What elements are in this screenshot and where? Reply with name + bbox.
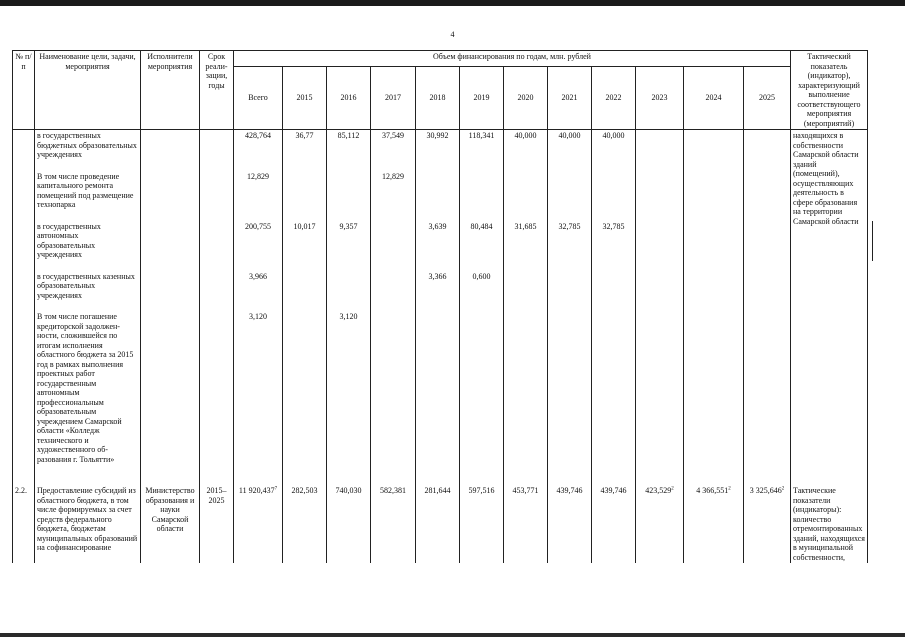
row-value	[592, 271, 636, 302]
row-value	[592, 171, 636, 211]
header-year: 2025	[744, 67, 791, 130]
row-value: 3,120	[234, 311, 283, 465]
header-name: Наименование цели, задачи, мероприятия	[35, 51, 141, 130]
row-name: Предоставление субсидий из областного бюджета, в том числе формируемых за счет средств федерального бюджета, бюджетам муниципальных образований на софинансирование	[35, 485, 141, 563]
row-value	[327, 171, 371, 211]
row-value: 31,685	[504, 221, 548, 261]
header-indicator: Тактический показатель (индикатор), характеризующий выполнение соответствующего мероприятия (мероприятий)	[791, 51, 868, 130]
row-value	[744, 271, 791, 302]
row-num	[13, 221, 35, 261]
row-name: в государственных казенных образовательных учреждениях	[35, 271, 141, 302]
row-value	[636, 221, 684, 261]
row-value	[504, 271, 548, 302]
row-value	[548, 311, 592, 465]
row-name: В том числе проведение капитального ремонта помещений под размещение технопарка	[35, 171, 141, 211]
row-value: 439,746	[592, 485, 636, 563]
row-value	[371, 271, 416, 302]
row-value: 32,785	[592, 221, 636, 261]
row-value	[684, 271, 744, 302]
row-value: 12,829	[371, 171, 416, 211]
header-term: Срок реали-зации, годы	[200, 51, 234, 130]
row-executors: Министерство образования и науки Самарской области	[141, 485, 200, 563]
row-indicator: Тактические показатели (индикаторы): количество отремонтированных зданий, находящихся в муниципальной собственности,	[791, 485, 868, 563]
row-term: 2015–2025	[200, 485, 234, 563]
header-year: 2024	[684, 67, 744, 130]
row-value	[371, 221, 416, 261]
row-value	[460, 171, 504, 211]
top-border	[0, 0, 905, 6]
row-value	[636, 130, 684, 161]
row-value: 30,992	[416, 130, 460, 161]
row-executors	[141, 221, 200, 261]
row-value: 4 366,551$^2$	[684, 485, 744, 563]
row-value	[416, 171, 460, 211]
header-year: 2023	[636, 67, 684, 130]
row-value: 10,017	[283, 221, 327, 261]
header-year: Всего	[234, 67, 283, 130]
header-year: 2019	[460, 67, 504, 130]
row-value	[548, 271, 592, 302]
row-value	[744, 130, 791, 161]
row-value: 423,529$^2$	[636, 485, 684, 563]
row-value: 597,516	[460, 485, 504, 563]
row-value: 40,000	[504, 130, 548, 161]
row-value	[592, 311, 636, 465]
bottom-border	[0, 633, 905, 637]
row-value	[283, 171, 327, 211]
table-row	[13, 271, 873, 302]
table-row	[13, 221, 873, 261]
row-value: 428,764	[234, 130, 283, 161]
row-term	[200, 271, 234, 302]
row-value	[460, 311, 504, 465]
row-value: 36,77	[283, 130, 327, 161]
header-funding-group: Объем финансирования по годам, млн. рублей	[234, 51, 791, 67]
row-value: 582,381	[371, 485, 416, 563]
table-row	[13, 130, 873, 161]
row-executors	[141, 171, 200, 211]
page-number: 4	[450, 30, 455, 39]
row-term	[200, 130, 234, 161]
row-value: 12,829	[234, 171, 283, 211]
table-row	[13, 485, 873, 563]
row-value: 80,484	[460, 221, 504, 261]
row-name: в государственных бюджетных образовательных учреждениях	[35, 130, 141, 161]
header-year: 2020	[504, 67, 548, 130]
row-value: 3,639	[416, 221, 460, 261]
header-year: 2021	[548, 67, 592, 130]
row-indicator: находящихся в собственности Самарской области зданий (помещений), осуществляющих деятельность в сфере образования на территории Самарской области	[791, 130, 868, 261]
row-value: 118,341	[460, 130, 504, 161]
row-num	[13, 171, 35, 211]
row-value: 453,771	[504, 485, 548, 563]
row-num	[13, 271, 35, 302]
row-value: 282,503	[283, 485, 327, 563]
row-value	[636, 271, 684, 302]
table-row	[13, 171, 873, 211]
row-executors	[141, 271, 200, 302]
funding-table	[12, 50, 873, 563]
header-num: № п/п	[13, 51, 35, 130]
row-executors	[141, 130, 200, 161]
row-value: 0,600	[460, 271, 504, 302]
row-value: 85,112	[327, 130, 371, 161]
row-value	[744, 311, 791, 465]
row-term	[200, 171, 234, 211]
row-num	[13, 130, 35, 161]
row-value	[684, 130, 744, 161]
row-value	[504, 311, 548, 465]
row-value	[684, 171, 744, 211]
header-year: 2022	[592, 67, 636, 130]
row-value: 740,030	[327, 485, 371, 563]
header-year: 2016	[327, 67, 371, 130]
row-value: 40,000	[592, 130, 636, 161]
row-term	[200, 311, 234, 465]
row-num	[13, 311, 35, 465]
row-value: 37,549	[371, 130, 416, 161]
row-value: 40,000	[548, 130, 592, 161]
row-value	[636, 311, 684, 465]
row-num: 2.2.	[13, 485, 35, 563]
row-value	[636, 171, 684, 211]
row-value: 11 920,437$^7$	[234, 485, 283, 563]
row-value	[684, 221, 744, 261]
row-value: 3,966	[234, 271, 283, 302]
row-value	[371, 311, 416, 465]
row-name: в государственных автономных образовательных учреждениях	[35, 221, 141, 261]
row-value: 439,746	[548, 485, 592, 563]
row-value	[504, 171, 548, 211]
row-executors	[141, 311, 200, 465]
row-value	[744, 171, 791, 211]
header-year: 2017	[371, 67, 416, 130]
table-row	[13, 311, 873, 465]
header-executors: Исполнители мероприятия	[141, 51, 200, 130]
row-value	[684, 311, 744, 465]
row-value	[744, 221, 791, 261]
row-value: 200,755	[234, 221, 283, 261]
row-value: 9,357	[327, 221, 371, 261]
row-value: 3 325,646$^2$	[744, 485, 791, 563]
row-name: В том числе погашение кредиторской задолжен-ности, сложившейся по итогам исполнения областного бюджета за 2015 год в рамках выполнения проектных работ государственным автономным профессиональным образовательным учреждением Самарской области «Колледж технического и художественного об-разования г. Тольятти»	[35, 311, 141, 465]
row-value	[416, 311, 460, 465]
row-value	[327, 271, 371, 302]
row-value: 3,366	[416, 271, 460, 302]
row-value	[283, 271, 327, 302]
header-year: 2015	[283, 67, 327, 130]
header-year: 2018	[416, 67, 460, 130]
row-value	[548, 171, 592, 211]
row-value: 281,644	[416, 485, 460, 563]
row-value: 32,785	[548, 221, 592, 261]
row-value	[283, 311, 327, 465]
row-term	[200, 221, 234, 261]
row-value: 3,120	[327, 311, 371, 465]
